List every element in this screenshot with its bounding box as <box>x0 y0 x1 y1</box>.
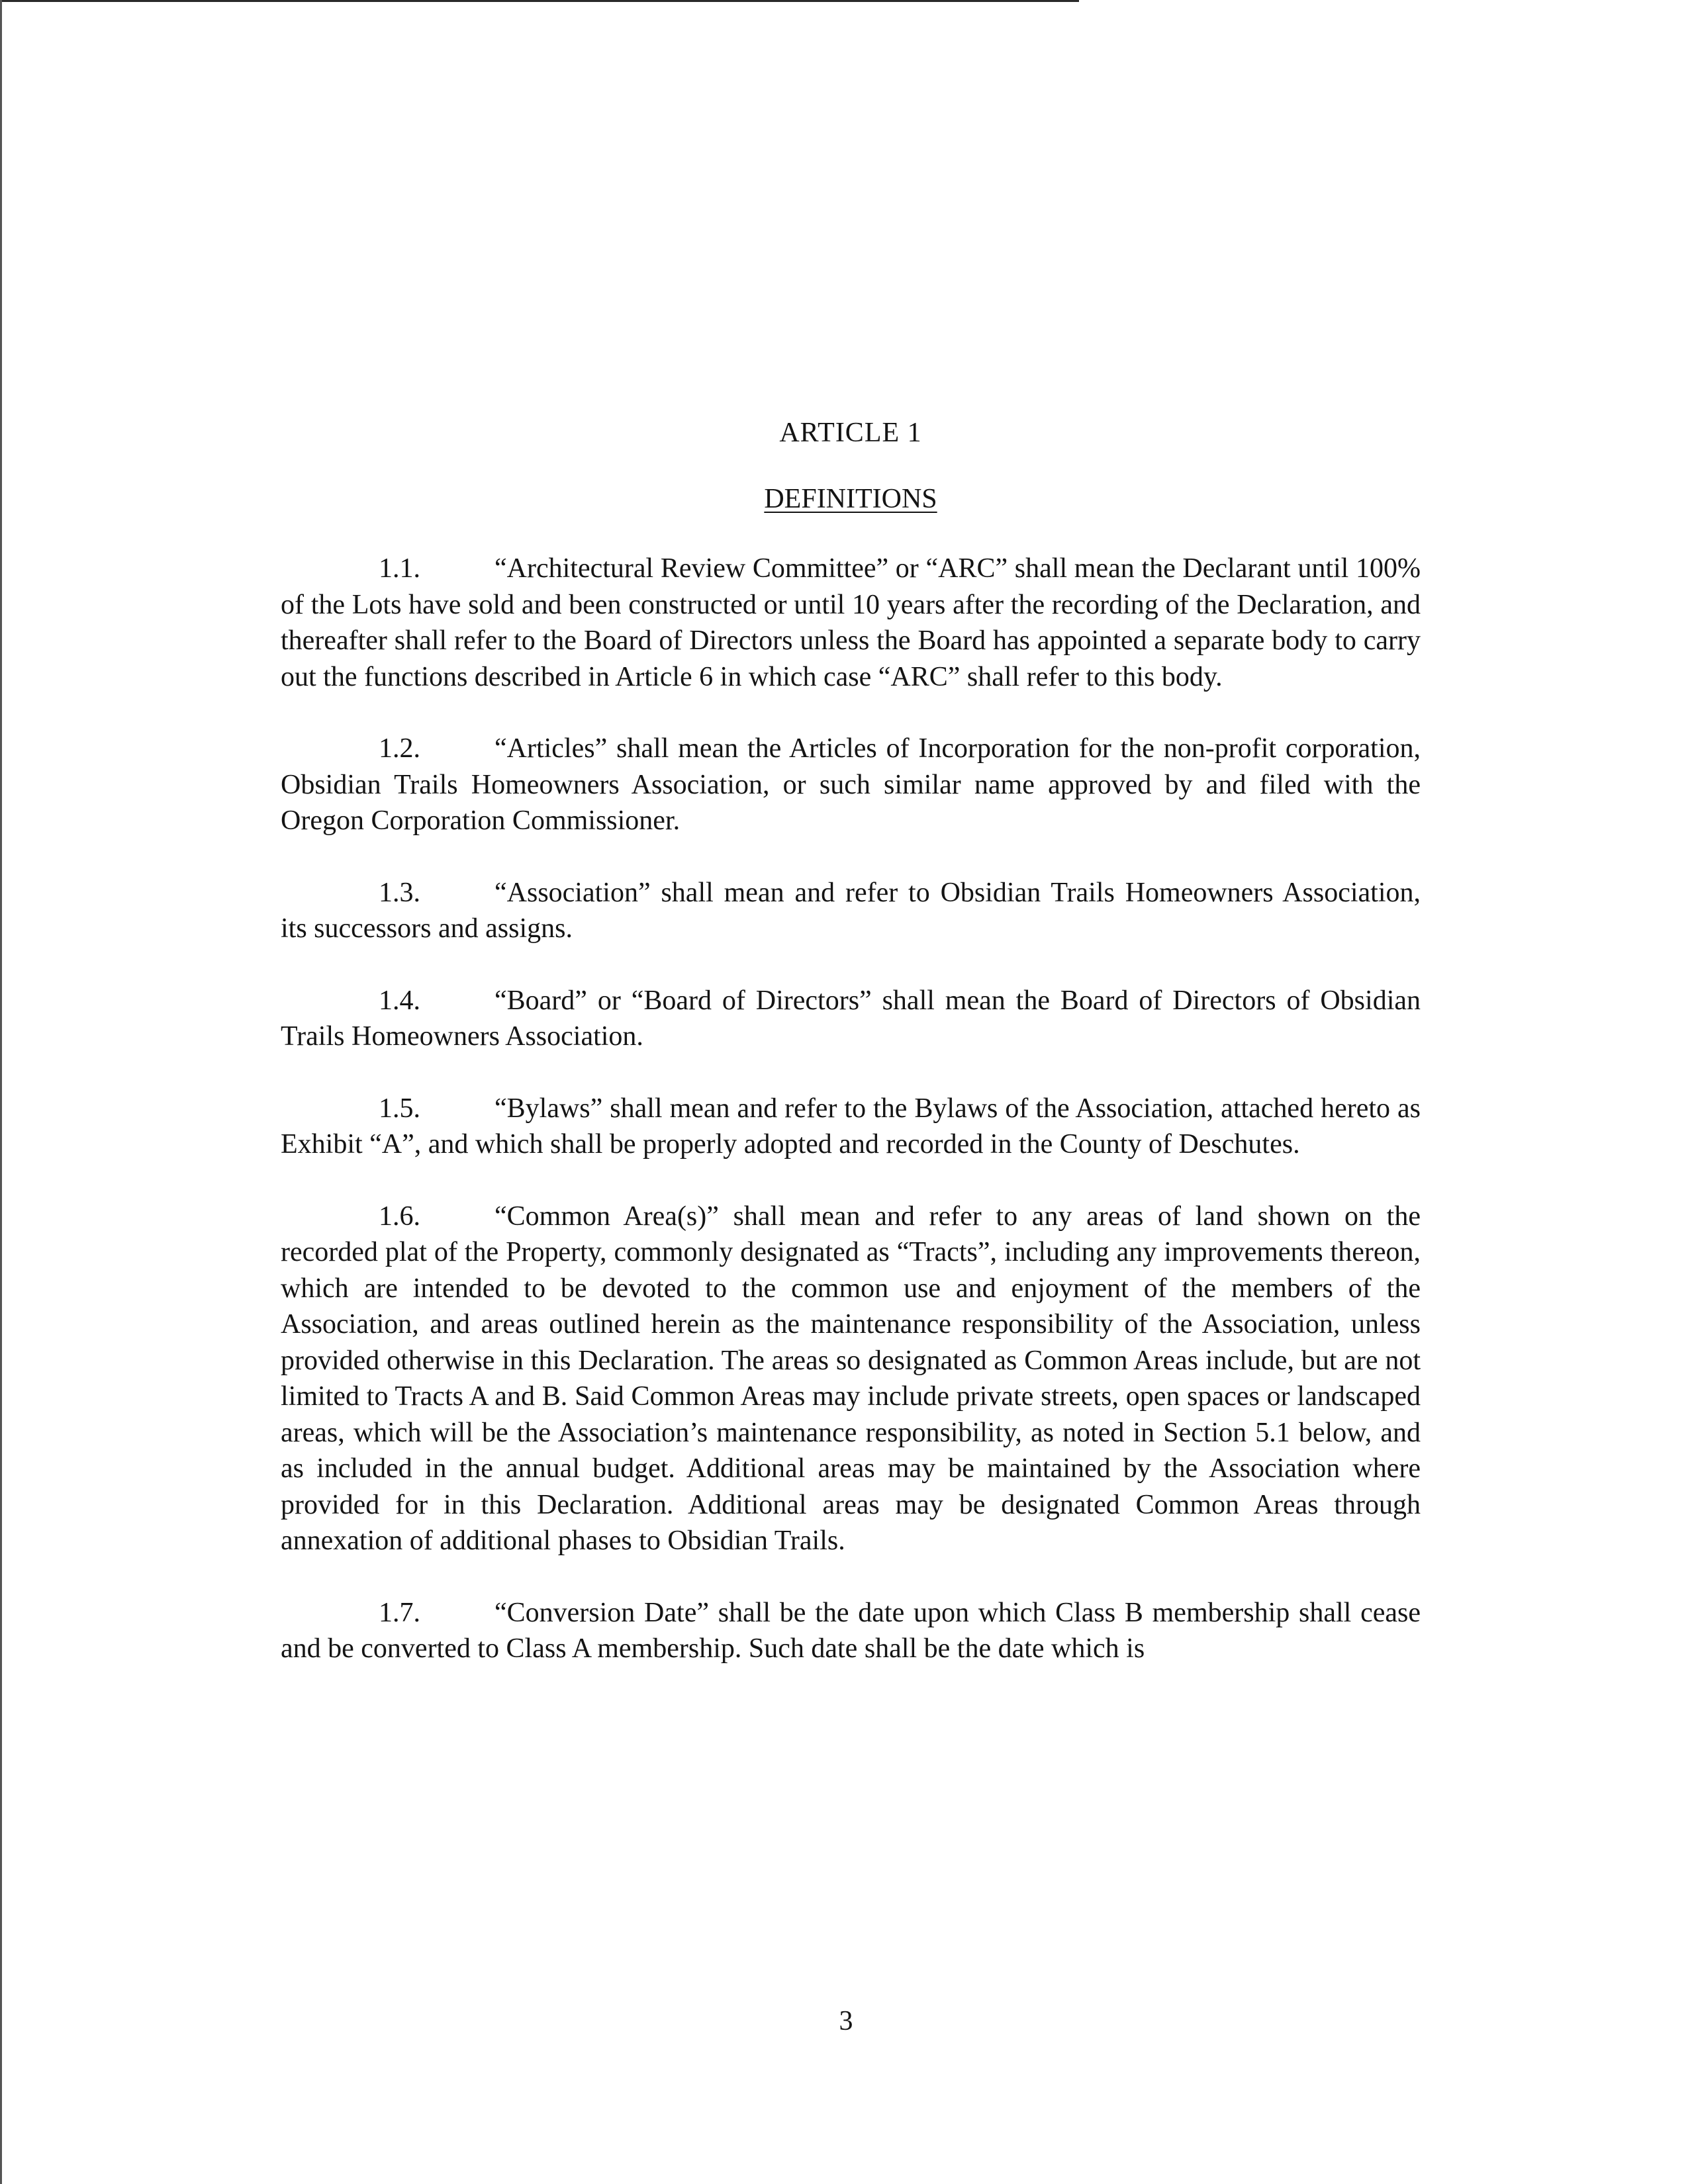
scan-edge-left <box>0 0 2 2184</box>
paragraph-number: 1.2. <box>379 733 420 764</box>
document-page <box>281 417 1421 1667</box>
paragraph-number: 1.4. <box>379 985 420 1016</box>
paragraph-text: “Bylaws” shall mean and refer to the Bylaws of the Association, attached hereto as Exhibit “A”, and which shall be properly adopted and recorded in the County of Deschutes. <box>281 1093 1421 1160</box>
paragraph-1-7 <box>281 1595 1421 1667</box>
paragraph-1-3 <box>281 875 1421 947</box>
page-number: 3 <box>839 2006 853 2036</box>
paragraph-number: 1.7. <box>379 1597 420 1628</box>
scan-edge-top <box>0 0 1079 2</box>
paragraph-1-1 <box>281 551 1421 695</box>
paragraph-text: “Conversion Date” shall be the date upon which Class B membership shall cease and be converted to Class A membership. Such date shall be the date which is <box>281 1597 1421 1664</box>
paragraph-number: 1.5. <box>379 1093 420 1124</box>
paragraph-number: 1.3. <box>379 877 420 908</box>
paragraph-text: “Association” shall mean and refer to Obsidian Trails Homeowners Association, its successors and assigns. <box>281 877 1421 944</box>
section-heading: DEFINITIONS <box>764 484 937 514</box>
paragraph-text: “Architectural Review Committee” or “ARC” shall mean the Declarant until 100% of the Lots have sold and been constructed or until 10 years after the recording of the Declaration, and thereafter shall refer to the Board of Directors unless the Board has appointed a separate body to carry out the functions described in Article 6 in which case “ARC” shall refer to this body. <box>281 553 1421 692</box>
paragraph-1-6 <box>281 1199 1421 1559</box>
paragraph-number: 1.6. <box>379 1201 420 1232</box>
paragraph-number: 1.1. <box>379 553 420 584</box>
paragraph-1-5 <box>281 1091 1421 1163</box>
paragraph-text: “Board” or “Board of Directors” shall mean the Board of Directors of Obsidian Trails Homeowners Association. <box>281 985 1421 1052</box>
article-heading: ARTICLE 1 <box>779 418 922 448</box>
paragraph-1-4 <box>281 983 1421 1055</box>
paragraph-text: “Common Area(s)” shall mean and refer to any areas of land shown on the recorded plat of the Property, commonly designated as “Tracts”, including any improvements thereon, which are intended to be devoted to the common use and enjoyment of the members of the Association, and areas outlined herein as the maintenance responsibility of the Association, unless provided otherwise in this Declaration. The areas so designated as Common Areas include, but are not limited to Tracts A and B. Said Common Areas may include private streets, open spaces or landscaped areas, which will be the Association’s maintenance responsibility, as noted in Section 5.1 below, and as included in the annual budget. Additional areas may be maintained by the Association where provided for in this Declaration. Additional areas may be designated Common Areas through annexation of additional phases to Obsidian Trails. <box>281 1201 1421 1556</box>
paragraph-1-2 <box>281 731 1421 839</box>
paragraph-text: “Articles” shall mean the Articles of Incorporation for the non-profit corporation, Obsidian Trails Homeowners Association, or such similar name approved by and filed with the Oregon Corporation Commissioner. <box>281 733 1421 836</box>
